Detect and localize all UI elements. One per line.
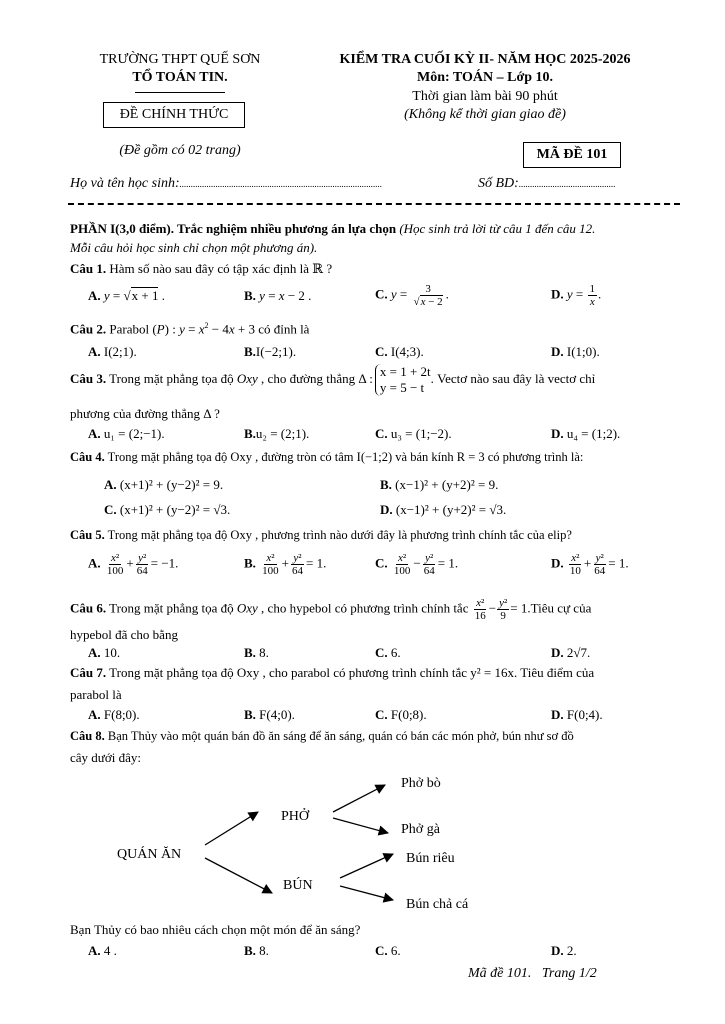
- question-7: [70, 665, 594, 681]
- question-7-continued: parabol là: [70, 687, 122, 702]
- q1-option-c[interactable]: C. y = $\frac{3}{√x - 2}$ .: [375, 283, 449, 308]
- option-letter: B.: [244, 288, 256, 303]
- option-text: I(2;1).: [103, 344, 137, 359]
- school-name: TRƯỜNG THPT QUẾ SƠN: [99, 52, 261, 67]
- student-id-label: Số BD:: [478, 176, 519, 191]
- question-label: Câu 4.: [70, 450, 105, 464]
- option-letter: A.: [104, 477, 117, 492]
- option-letter: C.: [375, 426, 388, 441]
- tree-leaf-pho-bo: Phở bò: [401, 776, 441, 791]
- edge-root-bun: [205, 858, 272, 893]
- q3-option-c[interactable]: [375, 426, 452, 442]
- question-text: . Vectơ nào sau đây là vectơ chỉ: [430, 370, 596, 386]
- q1-option-d[interactable]: D. y = $\frac{1}{x}$ .: [551, 283, 602, 308]
- question-label: Câu 2.: [70, 321, 107, 337]
- q2-option-b[interactable]: [244, 344, 296, 360]
- option-letter: D.: [551, 286, 564, 302]
- question-label: Câu 7.: [70, 665, 107, 680]
- question-text: Tiêu cự của: [530, 600, 592, 616]
- option-text: u₃ = (1;−2).: [390, 426, 452, 441]
- q6-option-d[interactable]: [551, 645, 590, 661]
- option-text: (x+1)² + (y−2)² = 9.: [119, 477, 224, 492]
- q5-option-d[interactable]: D. $\frac{\text{x²}}{10}$ + $\frac{\text{y²}}{64}$ = 1.: [551, 552, 629, 577]
- header-divider: [68, 203, 680, 205]
- question-text: Bạn Thủy vào một quán bán đồ ăn sáng để ăn sáng, quán có bán các món phở, bún như sơ đồ: [107, 729, 574, 743]
- exam-subject: Môn: TOÁN – Lớp 10.: [417, 70, 553, 85]
- option-letter: D.: [551, 707, 564, 722]
- option-letter: D.: [551, 344, 564, 359]
- food-tree-diagram: [0, 760, 725, 920]
- option-text: 6.: [390, 645, 401, 660]
- edge-bun-cha-ca: [340, 886, 393, 900]
- option-letter: A.: [88, 943, 101, 958]
- option-letter: D.: [551, 555, 564, 571]
- option-text: F(4;0).: [259, 707, 295, 722]
- q8-option-d[interactable]: [551, 943, 577, 959]
- question-label: Câu 6.: [70, 600, 107, 616]
- q6-option-c[interactable]: [375, 645, 401, 661]
- question-5: [70, 528, 572, 543]
- q6-option-a[interactable]: [88, 645, 120, 661]
- edge-pho-bo: [333, 785, 385, 812]
- student-name-label: Họ và tên học sinh:: [70, 176, 180, 191]
- exam-code-badge: MÃ ĐỀ 101: [523, 142, 621, 168]
- question-label: Câu 8.: [70, 729, 105, 743]
- q2-option-a[interactable]: [88, 344, 137, 360]
- option-letter: C.: [375, 645, 388, 660]
- q2-option-d[interactable]: [551, 344, 600, 360]
- option-letter: B.: [244, 426, 256, 441]
- exam-duration-note: (Không kể thời gian giao đề): [404, 107, 566, 122]
- option-letter: C.: [375, 286, 388, 302]
- student-id-line: [478, 176, 616, 192]
- tree-node-root: QUÁN ĂN: [117, 847, 182, 862]
- pages-note: (Đề gồm có 02 trang): [119, 143, 241, 158]
- option-letter: C.: [375, 707, 388, 722]
- option-letter: A.: [88, 426, 101, 441]
- q3-option-a[interactable]: [88, 426, 165, 442]
- option-letter: B.: [244, 707, 256, 722]
- q8-option-c[interactable]: [375, 943, 401, 959]
- footer-page-number: Trang 1/2: [541, 966, 597, 981]
- q1-option-b[interactable]: B. y = x − 2 .: [244, 288, 312, 303]
- q7-option-c[interactable]: [375, 707, 427, 723]
- option-text: u₂ = (2;1).: [255, 426, 310, 441]
- q5-option-b[interactable]: B. $\frac{\text{x²}}{100}$ + $\frac{\text{y²}}{64}$ = 1.: [244, 552, 327, 577]
- edge-bun-rieu: [340, 854, 393, 878]
- option-text: F(8;0).: [103, 707, 140, 722]
- option-text: (x−1)² + (y+2)² = 9.: [395, 477, 499, 492]
- option-text: 2.: [566, 943, 577, 958]
- question-6-continued: hypebol đã cho bằng: [70, 627, 178, 642]
- part1-heading: [70, 221, 595, 237]
- question-8: [70, 729, 574, 744]
- page-footer: [468, 966, 597, 982]
- q1-option-a[interactable]: A. y = √x + 1 .: [88, 288, 165, 303]
- part1-title: PHẦN I(3,0 điểm). Trắc nghiệm nhiều phương án lựa chọn: [70, 221, 397, 236]
- parametric-system: x = 1 + 2t y = 5 − t: [375, 364, 431, 396]
- q7-option-b[interactable]: [244, 707, 295, 723]
- tree-node-pho: PHỞ: [281, 809, 310, 824]
- header-rule: [135, 92, 225, 93]
- option-letter: C.: [375, 555, 388, 571]
- edge-root-pho: [205, 812, 258, 845]
- option-text: I(4;3).: [390, 344, 424, 359]
- question-3: Câu 3. Trong mặt phẳng tọa độ Oxy , cho đường thẳng Δ : x = 1 + 2t y = 5 − t . Vectơ nào sau đây là vectơ chỉ: [70, 364, 596, 395]
- option-letter: B.: [244, 645, 256, 660]
- q2-option-c[interactable]: [375, 344, 424, 360]
- option-letter: C.: [375, 344, 388, 359]
- option-text: 6.: [390, 943, 401, 958]
- footer-exam-code: Mã đề 101.: [468, 966, 532, 981]
- option-text: u₄ = (1;2).: [566, 426, 621, 441]
- question-text: Trong mặt phẳng tọa độ Oxy , phương trình nào dưới đây là phương trình chính tắc của elip?: [107, 528, 572, 542]
- option-letter: A.: [88, 555, 101, 571]
- q5-option-c[interactable]: C. $\frac{\text{x²}}{100}$ − $\frac{\text{y²}}{64}$ = 1.: [375, 552, 459, 577]
- tree-leaf-bun-rieu: Bún riêu: [406, 851, 455, 866]
- option-letter: B.: [244, 555, 256, 571]
- option-letter: A.: [88, 707, 101, 722]
- option-letter: D.: [551, 426, 564, 441]
- question-6: Câu 6. Trong mặt phẳng tọa độ Oxy , cho hypebol có phương trình chính tắc $\frac{\text{x²}}{16}$ − $\frac{\text{y²}}{9}$ = 1.Tiêu cự của: [70, 597, 592, 622]
- q5-option-a[interactable]: A. $\frac{\text{x²}}{100}$ + $\frac{\text{y²}}{64}$ = −1.: [88, 552, 179, 577]
- question-8-prompt: Bạn Thủy có bao nhiêu cách chọn một món để ăn sáng?: [70, 922, 361, 937]
- edge-pho-ga: [333, 818, 388, 833]
- option-letter: C.: [104, 502, 117, 517]
- option-text: I(1;0).: [566, 344, 600, 359]
- tree-node-bun: BÚN: [283, 878, 313, 893]
- q8-option-a[interactable]: [88, 943, 117, 959]
- department-name: TỔ TOÁN TIN.: [132, 70, 228, 85]
- q7-option-d[interactable]: [551, 707, 603, 723]
- student-name-line: [70, 176, 382, 192]
- option-text: I(−2;1).: [255, 344, 297, 359]
- q4-option-c[interactable]: [104, 502, 230, 518]
- option-text: F(0;8).: [390, 707, 427, 722]
- question-4: [70, 450, 583, 465]
- q3-option-b[interactable]: [244, 426, 309, 442]
- exam-title: KIỂM TRA CUỐI KỲ II- NĂM HỌC 2025-2026: [339, 52, 631, 67]
- option-text: 4 .: [103, 943, 117, 958]
- option-text: (x−1)² + (y+2)² = √3.: [395, 502, 507, 517]
- question-text: Trong mặt phẳng tọa độ Oxy , đường tròn có tâm I(−1;2) và bán kính R = 3 có phương trình là:: [107, 450, 584, 464]
- option-letter: B.: [380, 477, 392, 492]
- question-label: Câu 5.: [70, 528, 105, 542]
- option-letter: A.: [88, 288, 101, 303]
- option-text: u₁ = (2;−1).: [103, 426, 165, 441]
- option-letter: A.: [88, 645, 101, 660]
- q8-option-b[interactable]: [244, 943, 269, 959]
- tree-leaf-bun-cha-ca: Bún chả cá: [406, 897, 469, 912]
- q7-option-a[interactable]: [88, 707, 140, 723]
- official-badge: ĐỀ CHÍNH THỨC: [103, 102, 245, 128]
- question-3-continued: phương của đường thẳng Δ ?: [70, 406, 220, 421]
- option-letter: D.: [551, 645, 564, 660]
- question-text: Trong mặt phẳng tọa độ Oxy , cho parabol có phương trình chính tắc y² = 16x. Tiêu điểm của: [109, 665, 595, 680]
- exam-duration: Thời gian làm bài 90 phút: [412, 89, 558, 104]
- option-text: 2√7.: [566, 645, 591, 660]
- option-text: 8.: [259, 645, 269, 660]
- student-id-field[interactable]: ...........................................: [518, 179, 616, 189]
- q4-option-d[interactable]: [380, 502, 506, 518]
- question-label: Câu 1.: [70, 261, 107, 276]
- q3-option-d[interactable]: [551, 426, 620, 442]
- part1-instruction: (Học sinh trả lời từ câu 1 đến câu 12.: [399, 221, 596, 236]
- question-label: Câu 3.: [70, 370, 107, 386]
- tree-leaf-pho-ga: Phở gà: [401, 822, 440, 837]
- question-8-continued: cây dưới đây:: [70, 750, 141, 765]
- option-text: F(0;4).: [566, 707, 603, 722]
- student-name-field[interactable]: ..........................................................................................: [179, 179, 383, 189]
- question-text: Hàm số nào sau đây có tập xác định là ℝ ?: [109, 261, 333, 276]
- q4-option-a[interactable]: [104, 477, 223, 493]
- question-2: Câu 2. Parabol (P) : $y = x^2 - 4x + 3$ có đỉnh là: [70, 321, 310, 337]
- option-letter: C.: [375, 943, 388, 958]
- option-letter: B.: [244, 344, 256, 359]
- option-letter: B.: [244, 943, 256, 958]
- q6-option-b[interactable]: [244, 645, 269, 661]
- option-letter: D.: [551, 943, 564, 958]
- question-1: [70, 261, 332, 277]
- option-letter: A.: [88, 344, 101, 359]
- option-letter: D.: [380, 502, 393, 517]
- option-text: 10.: [103, 645, 121, 660]
- option-text: (x+1)² + (y−2)² = √3.: [119, 502, 231, 517]
- part1-instruction-2: Mỗi câu hỏi học sinh chỉ chọn một phương án).: [70, 240, 318, 255]
- q4-option-b[interactable]: [380, 477, 498, 493]
- option-text: 8.: [259, 943, 269, 958]
